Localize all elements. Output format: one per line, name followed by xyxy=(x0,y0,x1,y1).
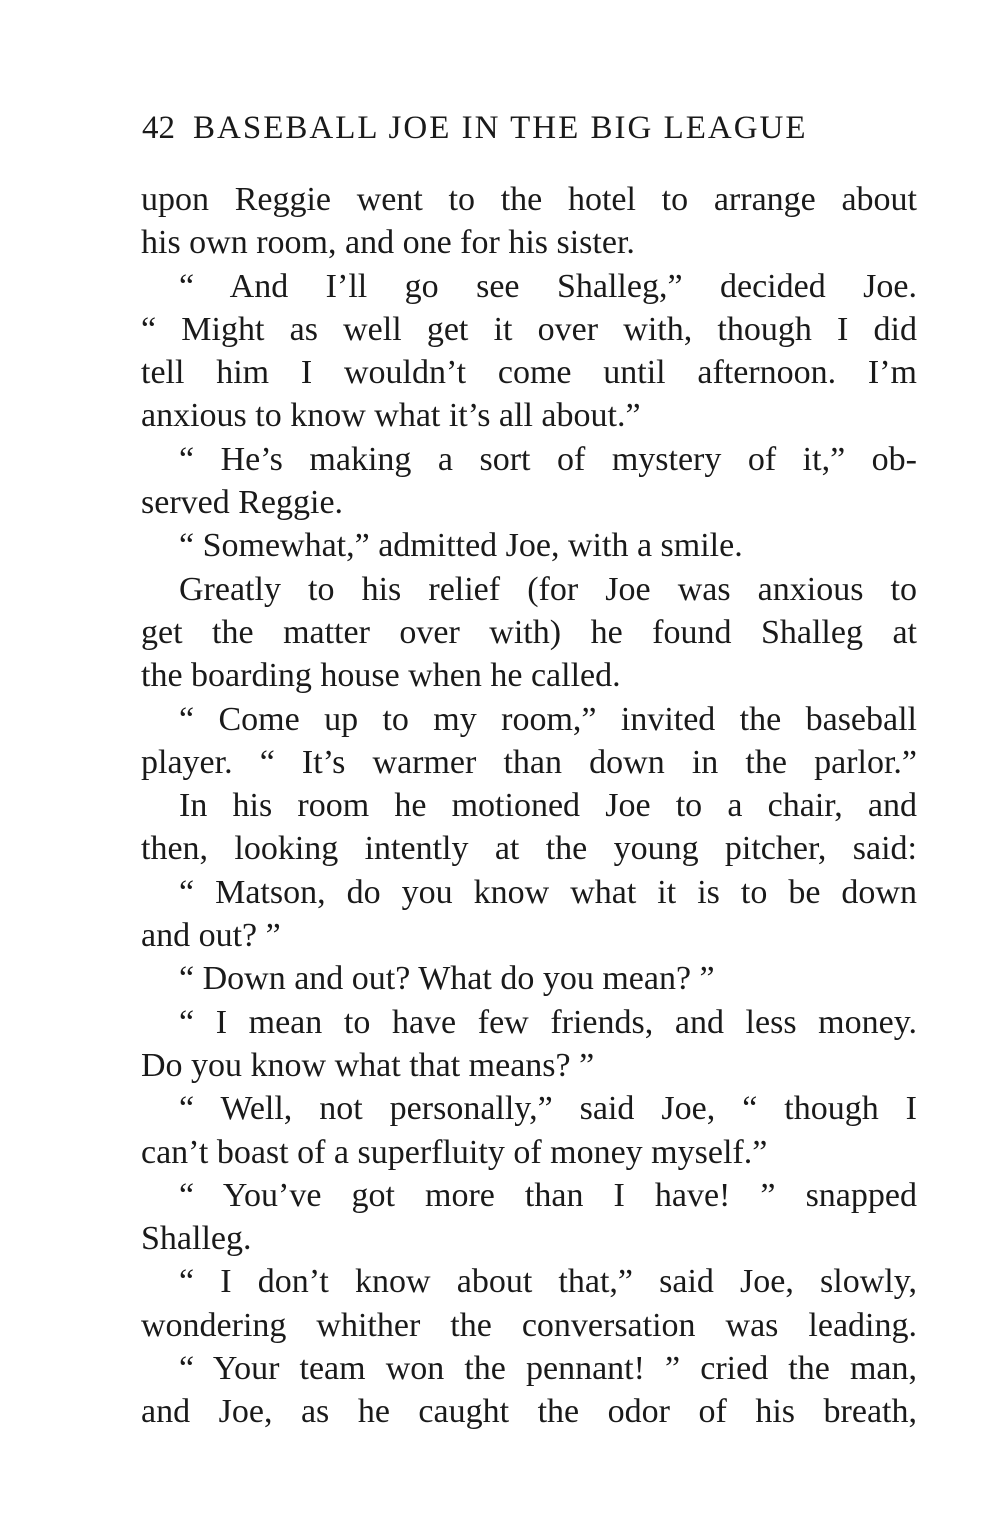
text-line: “ He’s making a sort of mystery of it,” ob- xyxy=(179,440,917,478)
text-line: “ I mean to have few friends, and less money. xyxy=(179,1003,917,1041)
text-line: and Joe, as he caught the odor of his breath, xyxy=(141,1393,917,1431)
text-line: player. “ It’s warmer than down in the parlor.” xyxy=(141,743,917,781)
body-text xyxy=(141,178,917,1434)
text-line: “ You’ve got more than I have! ” snapped xyxy=(179,1176,917,1214)
text-line: then, looking intently at the young pitcher, said: xyxy=(141,830,917,868)
text-line: anxious to know what it’s all about.” xyxy=(141,397,641,435)
text-line: the boarding house when he called. xyxy=(141,657,621,695)
text-line: “ Somewhat,” admitted Joe, with a smile. xyxy=(179,527,743,565)
text-line: upon Reggie went to the hotel to arrange about xyxy=(141,181,917,218)
text-line: “ And I’ll go see Shalleg,” decided Joe. xyxy=(179,267,917,305)
text-line: “ I don’t know about that,” said Joe, slowly, xyxy=(179,1263,917,1301)
text-line: Do you know what that means? ” xyxy=(141,1046,595,1084)
text-line: “ Down and out? What do you mean? ” xyxy=(179,960,715,998)
text-line: and out? ” xyxy=(141,917,281,955)
text-line: get the matter over with) he found Shalleg at xyxy=(141,613,917,651)
text-line: In his room he motioned Joe to a chair, and xyxy=(179,787,917,825)
text-line: Greatly to his relief (for Joe was anxious to xyxy=(179,570,917,608)
text-line: can’t boast of a superfluity of money myself.” xyxy=(141,1133,768,1171)
text-line: “ Matson, do you know what it is to be down xyxy=(179,873,917,911)
page-number: 42 xyxy=(142,110,175,146)
text-line: served Reggie. xyxy=(141,484,344,522)
text-line: wondering whither the conversation was leading. xyxy=(141,1306,917,1344)
text-line: tell him I wouldn’t come until afternoon. I’m xyxy=(141,354,917,392)
text-line: Shalleg. xyxy=(141,1220,252,1258)
text-line: “ Might as well get it over with, though I did xyxy=(141,310,917,348)
text-line: his own room, and one for his sister. xyxy=(141,224,635,262)
text-line: “ Well, not personally,” said Joe, “ though I xyxy=(179,1090,917,1128)
running-header xyxy=(142,110,922,147)
running-title: BASEBALL JOE IN THE BIG LEAGUE xyxy=(193,110,808,146)
text-line: “ Come up to my room,” invited the baseball xyxy=(179,700,917,738)
text-line: “ Your team won the pennant! ” cried the man, xyxy=(179,1350,917,1388)
